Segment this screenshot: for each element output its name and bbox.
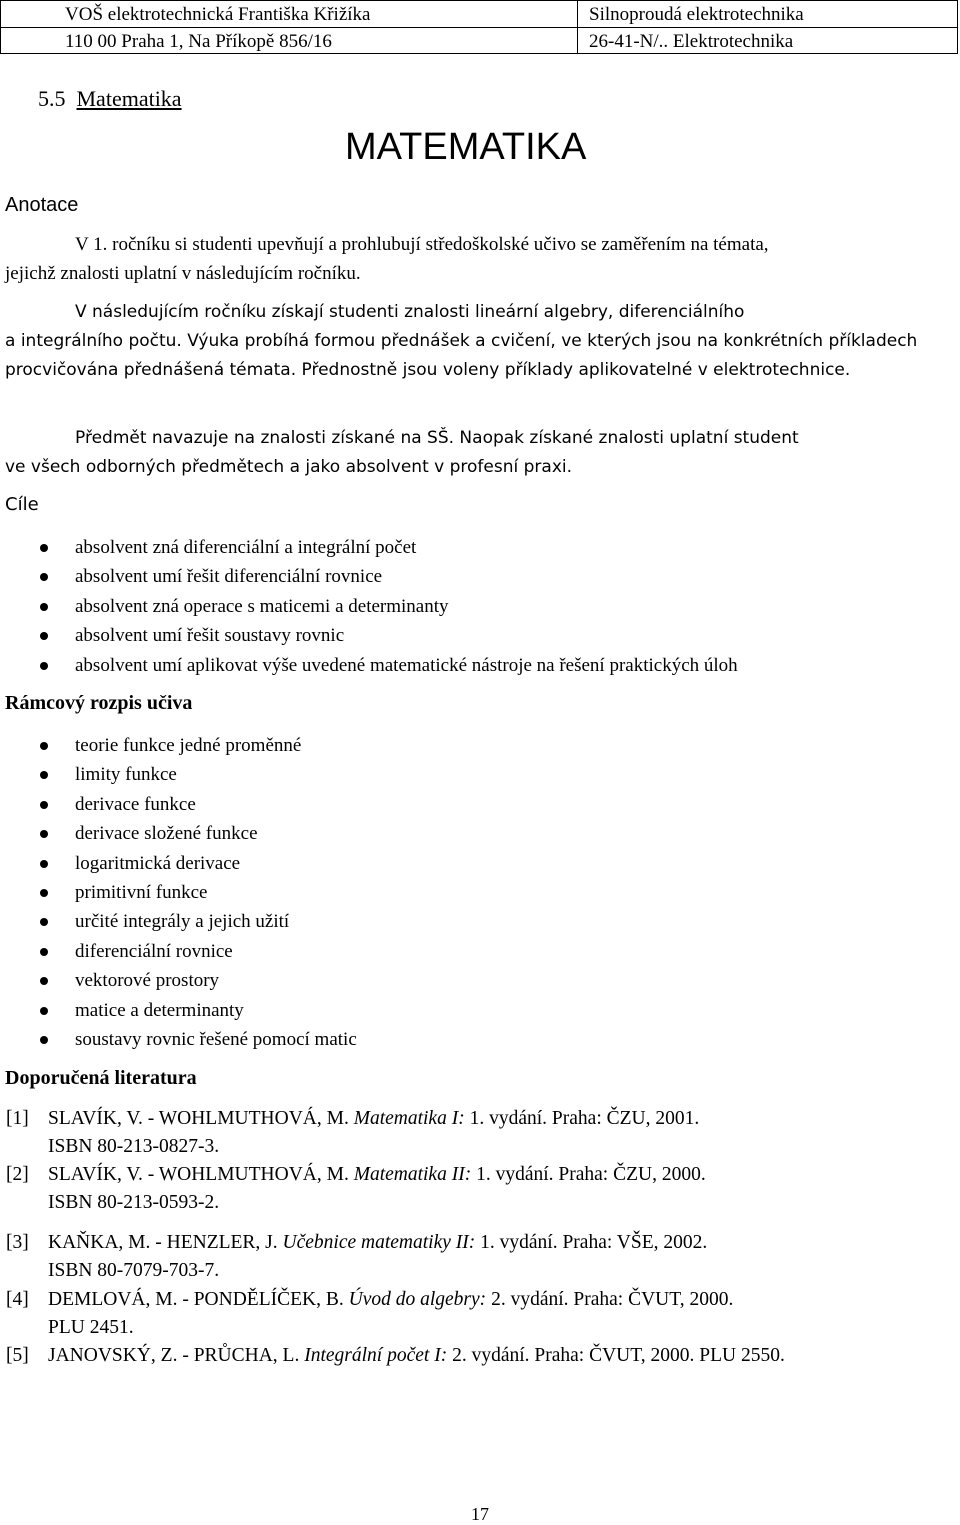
header-address: 110 00 Praha 1, Na Příkopě 856/16 [65,31,332,52]
bullet-icon [40,662,48,670]
header-row-top [1,1,957,28]
bullet-icon [40,1007,48,1015]
reference-item-2: [2] SLAVÍK, V. - WOHLMUTHOVÁ, M. Matematika II: 1. vydání. Praha: ČZU, 2000. ISBN 80-213-0593-2. [6,1164,706,1213]
bullet-icon [40,771,48,779]
anotace-p3-first: Předmět navazuje na znalosti získané na SŠ. Naopak získané znalosti uplatní student [75,428,799,448]
bullet-icon [40,603,48,611]
header-field: Silnoproudá elektrotechnika [589,4,804,25]
anotace-p3-rest: ve všech odborných předmětech a jako absolvent v profesní praxi. [5,457,573,477]
bullet-icon [40,742,48,750]
anotace-p1-rest: jejichž znalosti uplatní v následujícím ročníku. [5,263,361,284]
bullet-icon [40,918,48,926]
bullet-icon [40,1036,48,1044]
bullet-icon [40,632,48,640]
cile-heading: Cíle [5,494,39,515]
reference-item-3: [3] KAŇKA, M. - HENZLER, J. Učebnice matematiky II: 1. vydání. Praha: VŠE, 2002. ISBN 80-7079-703-7. [6,1232,708,1281]
bullet-icon [40,860,48,868]
page-number: 17 [471,1504,489,1524]
bullet-icon [40,573,48,581]
section-title: Matematika [76,86,182,111]
bullet-icon [40,544,48,552]
reference-item-4: [4] DEMLOVÁ, M. - PONDĚLÍČEK, B. Úvod do algebry: 2. vydání. Praha: ČVUT, 2000. PLU 2451. [6,1289,734,1338]
page-title: MATEMATIKA [345,126,587,168]
bullet-icon [40,830,48,838]
header-school-name: VOŠ elektrotechnická Františka Křižíka [65,4,371,25]
bullet-icon [40,948,48,956]
reference-item-1: [1] SLAVÍK, V. - WOHLMUTHOVÁ, M. Matematika I: 1. vydání. Praha: ČZU, 2001. ISBN 80-213-0827-3. [6,1108,700,1157]
header-row-bottom [1,28,957,54]
literatura-heading: Doporučená literatura [5,1067,197,1089]
anotace-p2-rest: a integrálního počtu. Výuka probíhá formou přednášek a cvičení, ve kterých jsou na konkrétních příkladech procvičována přednášená témata. Přednostně jsou voleny příklady aplikovatelné v elektrotechnice. [5,331,918,380]
section-number: 5.5 [38,86,66,111]
bullet-icon [40,801,48,809]
anotace-paragraph-1 [5,230,955,288]
reference-item-5: [5] JANOVSKÝ, Z. - PRŮCHA, L. Integrální počet I: 2. vydání. Praha: ČVUT, 2000. PLU 2550. [6,1345,785,1366]
anotace-p2-first: V následujícím ročníku získají studenti znalosti lineární algebry, diferenciálního [75,302,745,322]
document-header [0,0,958,54]
bullet-icon [40,977,48,985]
anotace-paragraph-2 [5,298,955,385]
anotace-p1-first: V 1. ročníku si studenti upevňují a prohlubují středoškolské učivo se zaměřením na témata, [75,234,769,255]
anotace-heading: Anotace [5,194,79,216]
section-heading [38,86,182,112]
header-divider [577,1,578,53]
rozpis-heading: Rámcový rozpis učiva [5,692,193,714]
header-code: 26-41-N/.. Elektrotechnika [589,31,794,52]
anotace-paragraph-3 [5,424,955,482]
bullet-icon [40,889,48,897]
